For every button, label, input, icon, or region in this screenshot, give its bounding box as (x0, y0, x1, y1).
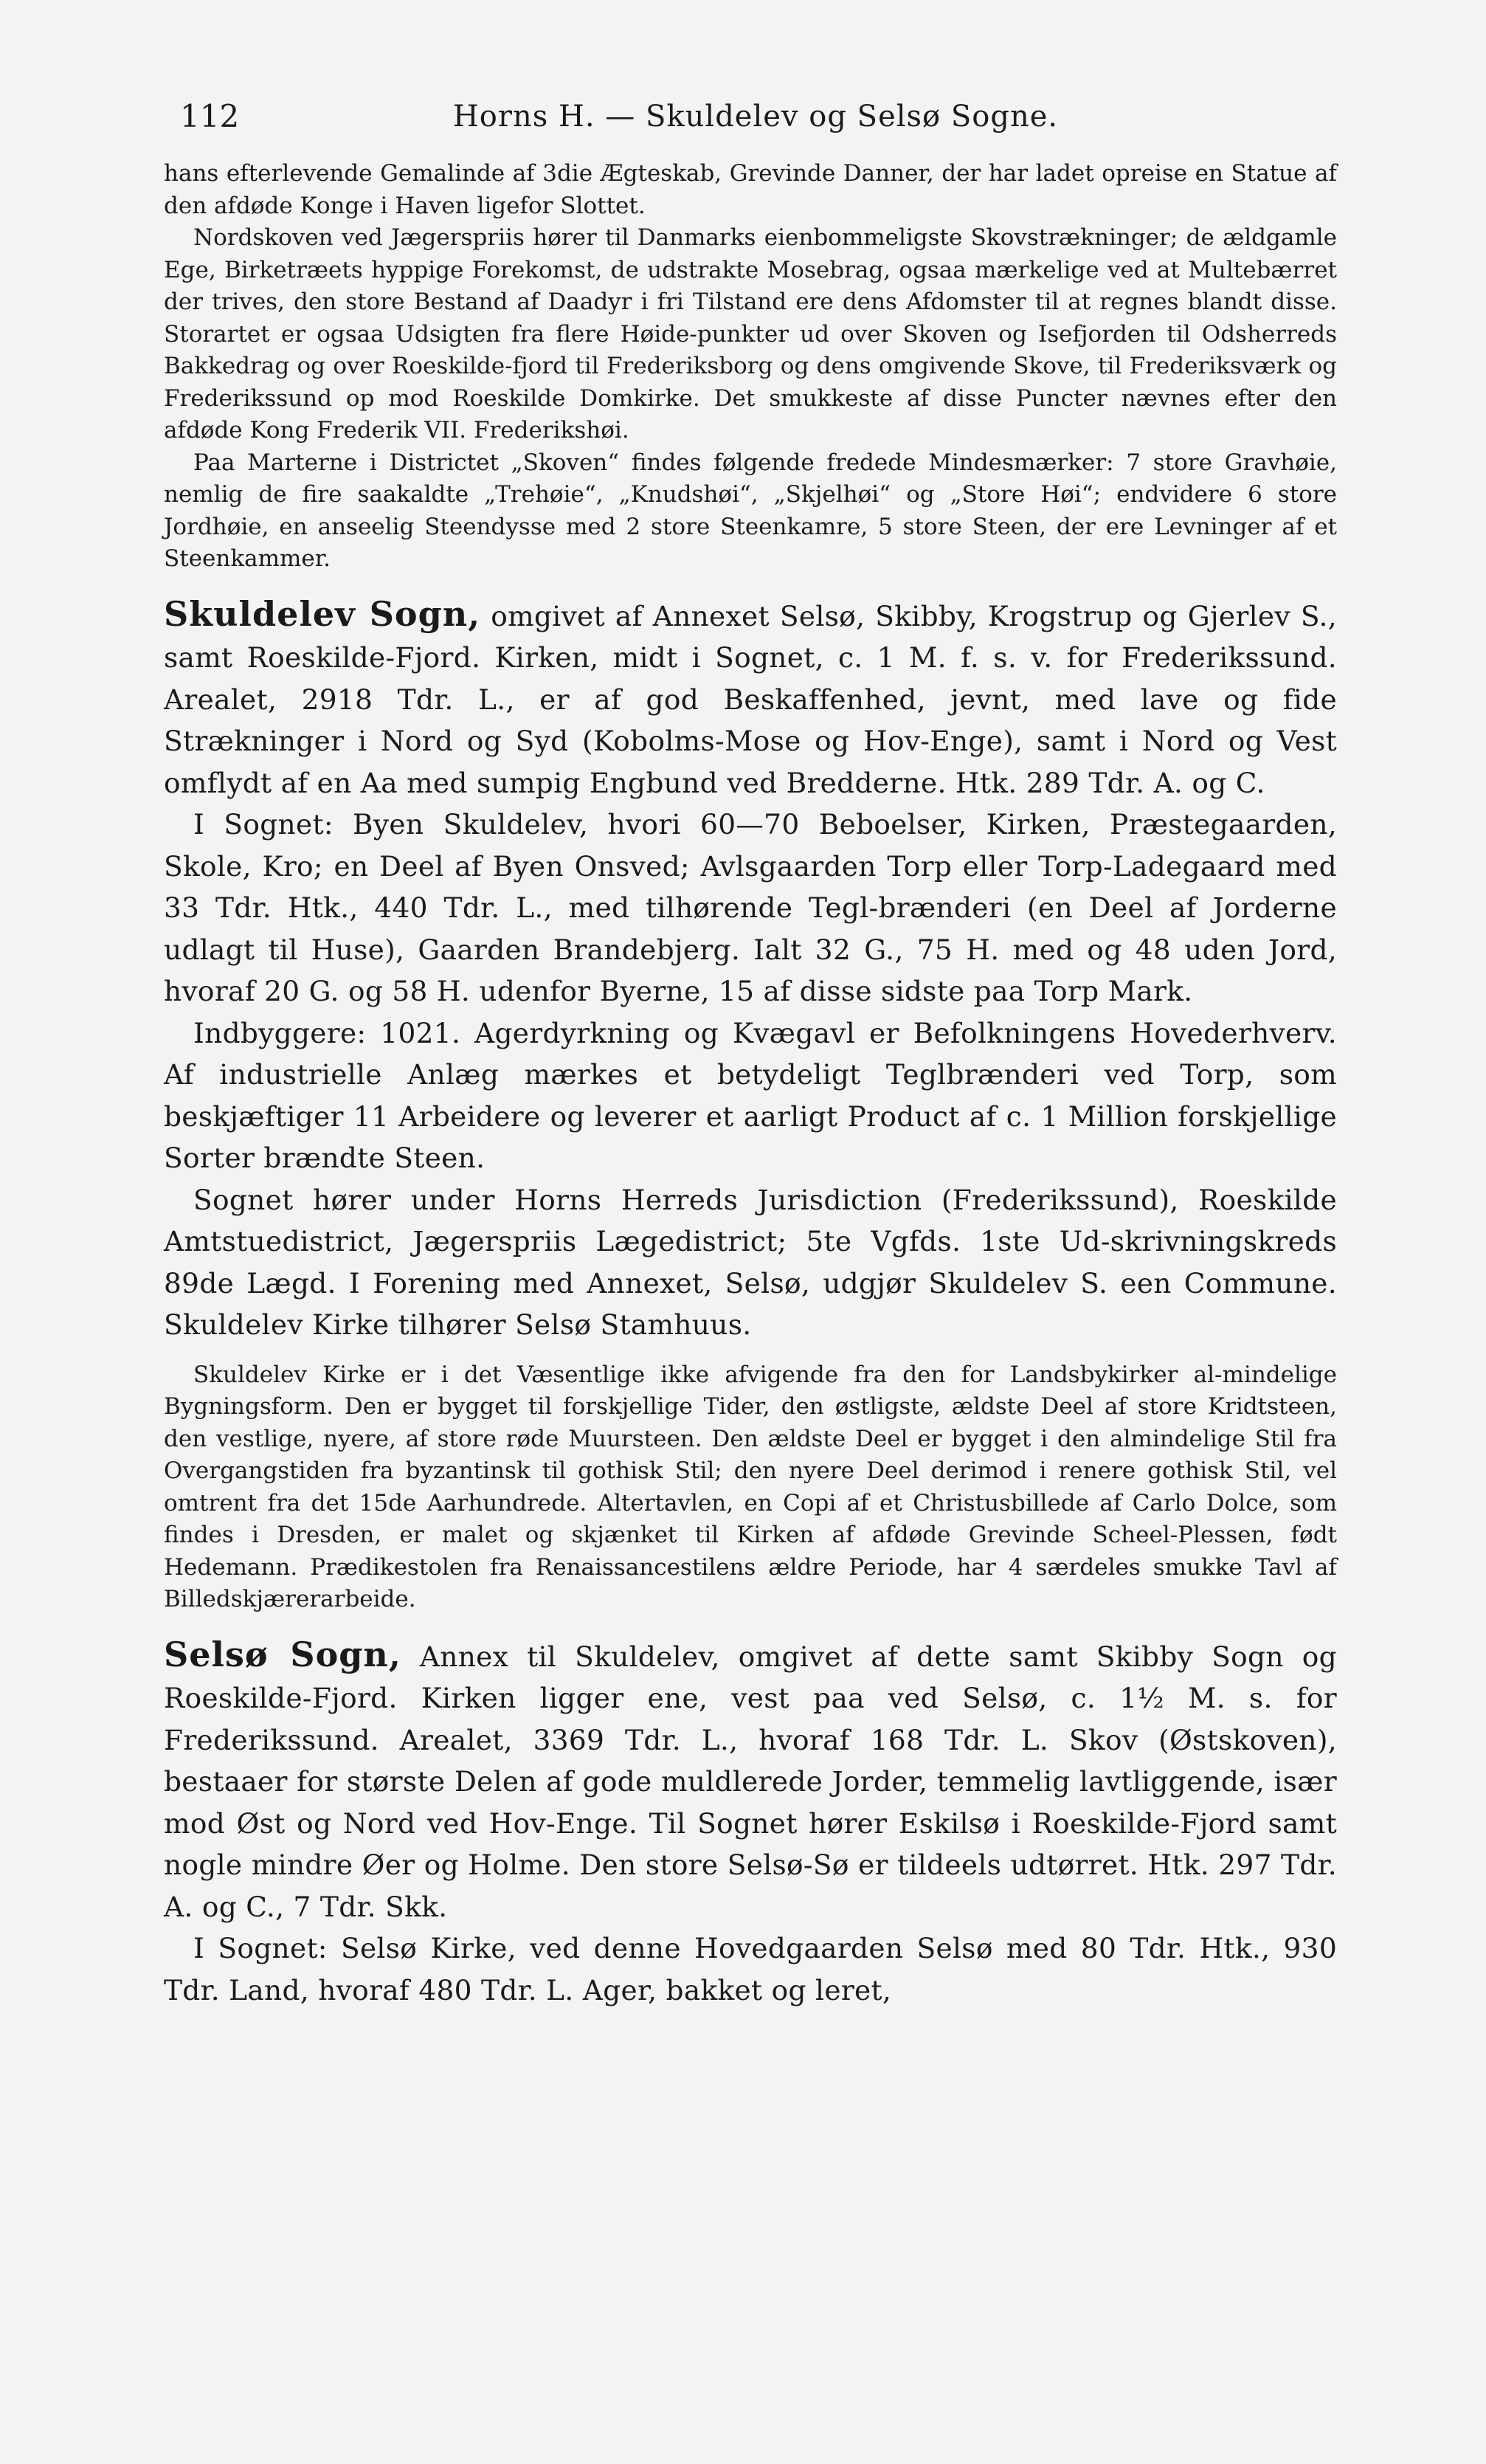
paragraph-danner-statue: hans efterlevende Gemalinde af 3die Ægteskab, Grevinde Danner, der har ladet opreise en Statue af den afdøde Konge i Haven ligefor Slottet. (164, 160, 1337, 219)
text-column (164, 158, 1337, 2011)
section-gap (164, 576, 1337, 593)
skuldelev-jurisdiction: Sognet hører under Horns Herreds Jurisdiction (Frederikssund), Roeskilde Amtstuedistrict, Jægerspriis Lægedistrict; 5te Vgfds. 1ste Ud-skrivningskreds 89de Lægd. I Forening med Annexet, Selsø, udgjør Skuldelev S. een Commune. Skuldelev Kirke tilhører Selsø Stamhuus. (164, 1183, 1337, 1341)
skuldelev-description: omgivet af Annexet Selsø, Skibby, Krogstrup og Gjerlev S., samt Roeskilde-Fjord. Kirken, midt i Sognet, c. 1 M. f. s. v. for Frederikssund. Arealet, 2918 Tdr. L., er af god Beskaffenhed, jevnt, med lave og fide Strækninger i Nord og Syd (Kobolms-Mose og Hov-Enge), samt i Nord og Vest omflydt af en Aa med sumpig Engbund ved Bredderne. Htk. 289 Tdr. A. og C. (164, 599, 1337, 799)
selsoe-settlements: I Sognet: Selsø Kirke, ved denne Hovedgaarden Selsø med 80 Tdr. Htk., 930 Tdr. Land, hvoraf 480 Tdr. L. Ager, bakket og leret, (164, 1932, 1337, 2006)
selsoe-intro (164, 1634, 1337, 1928)
note-gap (164, 1346, 1337, 1359)
selsoe-description: Annex til Skuldelev, omgivet af dette samt Skibby Sogn og Roeskilde-Fjord. Kirken ligger ene, vest paa ved Selsø, c. 1½ M. s. for Frederikssund. Arealet, 3369 Tdr. L., hvoraf 168 Tdr. L. Skov (Østskoven), bestaaer for største Delen af gode muldlerede Jorder, temmelig lavtliggende, især mod Øst og Nord ved Hov-Enge. Til Sognet hører Eskilsø i Roeskilde-Fjord samt nogle mindre Øer og Holme. Den store Selsø-Sø er tildeels udtørret. Htk. 297 Tdr. A. og C., 7 Tdr. Skk. (164, 1640, 1337, 1923)
skuldelev-heading: Skuldelev Sogn, (164, 593, 481, 634)
skuldelev-church-note: Skuldelev Kirke er i det Væsentlige ikke afvigende fra den for Landsbykirker al-mindelige Bygningsform. Den er bygget til forskjellige Tider, den østligste, ældste Deel af store Kridtsteen, den vestlige, nyere, af store røde Muursteen. Den ældste Deel er bygget i den almindelige Stil fra Overgangstiden fra byzantinsk til gothisk Stil; den nyere Deel derimod i renere gothisk Stil, vel omtrent fra det 15de Aarhundrede. Altertavlen, en Copi af et Christusbillede af Carlo Dolce, som findes i Dresden, er malet og skjænket til Kirken af afdøde Grevinde Scheel-Plessen, født Hedemann. Prædikestolen fra Renaissancestilens ældre Periode, har 4 særdeles smukke Tavl af Billedskjærerarbeide. (164, 1361, 1337, 1612)
section-gap-2 (164, 1616, 1337, 1634)
paragraph-mindesmaerker: Paa Marterne i Districtet „Skoven“ findes følgende fredede Mindesmærker: 7 store Gravhøie, nemlig de fire saakaldte „Trehøie“, „Knudshøi“, „Skjelhøi“ og „Store Høi“; endvidere 6 store Jordhøie, en anseelig Steendysse med 2 store Steenkamre, 5 store Steen, der ere Levninger af et Steenkammer. (164, 449, 1337, 572)
page-number: 112 (180, 98, 240, 134)
page-header (180, 94, 1331, 139)
skuldelev-population: Indbyggere: 1021. Agerdyrkning og Kvægavl er Befolkningens Hovederhverv. Af industrielle Anlæg mærkes et betydeligt Teglbrænderi ved Torp, som beskjæftiger 11 Arbeidere og leverer et aarligt Product af c. 1 Million forskjellige Sorter brændte Steen. (164, 1016, 1337, 1174)
running-title: Horns H. — Skuldelev og Selsø Sogne. (452, 100, 1059, 134)
skuldelev-intro (164, 593, 1337, 804)
paragraph-nordskoven: Nordskoven ved Jægerspriis hører til Danmarks eienbommeligste Skovstrækninger; de ældgamle Ege, Birketræets hyppige Forekomst, de udstrakte Mosebrag, ogsaa mærkelige ved at Multebærret der trives, den store Bestand af Daadyr i fri Tilstand ere dens Afdomster til at regnes blandt disse. Storartet er ogsaa Udsigten fra flere Høide-punkter ud over Skoven og Isefjorden til Odsherreds Bakkedrag og over Roeskilde-fjord til Frederiksborg og dens omgivende Skove, til Frederiksværk og Frederikssund op mod Roeskilde Domkirke. Det smukkeste af disse Puncter nævnes efter den afdøde Kong Frederik VII. Frederikshøi. (164, 224, 1337, 444)
skuldelev-settlements: I Sognet: Byen Skuldelev, hvori 60—70 Beboelser, Kirken, Præstegaarden, Skole, Kro; en Deel af Byen Onsved; Avlsgaarden Torp eller Torp-Ladegaard med 33 Tdr. Htk., 440 Tdr. L., med tilhørende Tegl-brænderi (en Deel af Jorderne udlagt til Huse), Gaarden Brandebjerg. Ialt 32 G., 75 H. med og 48 uden Jord, hvoraf 20 G. og 58 H. udenfor Byerne, 15 af disse sidste paa Torp Mark. (164, 808, 1337, 1007)
selsoe-heading: Selsø Sogn, (164, 1634, 401, 1674)
